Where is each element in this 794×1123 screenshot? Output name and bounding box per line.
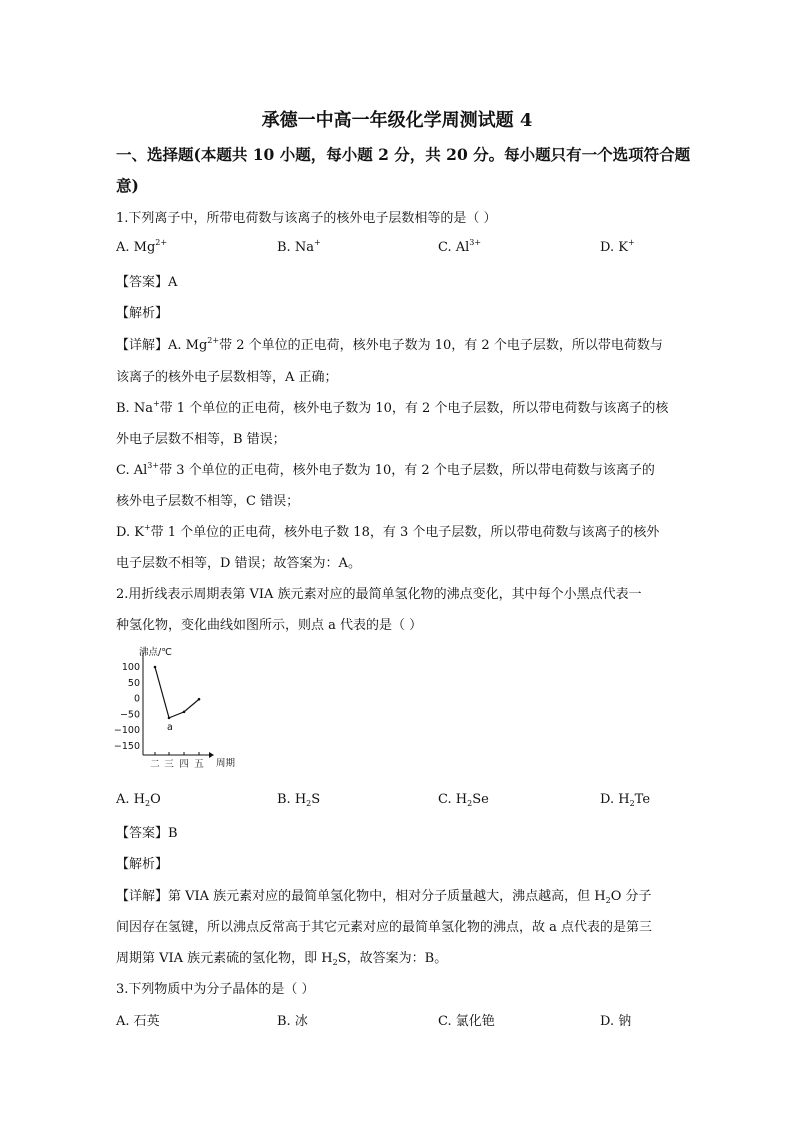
q2-detail-line: 【详解】第 VIA 族元素对应的最简单氢化物中，相对分子质量越大，沸点越高，但 $H_2O$ 分子: [116, 889, 652, 905]
y-tick-label: −50: [119, 709, 140, 721]
page-title: 承德一中高一年级化学周测试题 4: [261, 110, 533, 131]
q2-detail-line: 周期第 VIA 族元素硫的氢化物，即 $H_2S$，故答案为：B。: [116, 951, 448, 967]
q1-detail-line: B. Na+带 1 个单位的正电荷，核外电子数为 10，有 2 个电子层数，所以带电荷数与该离子的核: [116, 399, 669, 416]
q1-detail-line: 【详解】A. $Mg^{2+}$带 2 个单位的正电荷，核外电子数为 10，有 2 个电子层数，所以带电荷数与: [116, 336, 663, 353]
q2-option-d: D. $H_2Te$: [600, 792, 651, 808]
q1-option-d: D. K+: [600, 238, 635, 255]
boiling-point-chart: [112, 645, 244, 773]
data-point: [198, 698, 201, 701]
data-point: [183, 711, 186, 714]
q1-detail-line: 核外电子层数不相等，C 错误；: [116, 494, 300, 509]
q1-option-b: B. Na+: [277, 238, 321, 255]
q3-option-b: B. 冰: [277, 1014, 308, 1029]
q3-option-d: D. 钠: [600, 1014, 632, 1029]
q2-stem-cont: 种氢化物，变化曲线如图所示，则点 a 代表的是（ ）: [116, 618, 423, 633]
q3-option-c: C. 氯化铯: [438, 1014, 495, 1029]
section-heading: 一、选择题(本题共 10 小题，每小题 2 分，共 20 分。每小题只有一个选项符合题: [116, 145, 691, 164]
q2-option-b: B. $H_2S$: [277, 792, 321, 808]
q1-option-a: A. $Mg^{2+}$: [116, 238, 168, 255]
section-heading-cont: 意): [116, 176, 139, 195]
q1-detail-line: D. K+带 1 个单位的正电荷，核外电子数 18，有 3 个电子层数，所以带电荷数与该离子的核外: [116, 523, 660, 540]
x-axis-arrow: [209, 752, 214, 758]
x-tick-label: 五: [194, 759, 204, 770]
data-point: [154, 666, 157, 669]
q2-detail-line: 间因存在氢键，所以沸点反常高于其它元素对应的最简单氢化物的沸点，故 a 点代表的是第三: [116, 920, 653, 935]
chart-xlabel: 周期: [216, 758, 236, 769]
y-tick-label: 100: [121, 662, 140, 673]
y-tick-label: 50: [127, 677, 140, 689]
q1-option-c: C. $Al^{3+}$: [438, 238, 482, 255]
y-tick-label: 0: [133, 693, 140, 705]
q2-analysis-label: 【解析】: [116, 857, 169, 872]
x-tick-label: 三: [164, 759, 174, 770]
y-tick-label: −100: [113, 725, 140, 737]
point-a-label: a: [167, 721, 173, 733]
series-line: [155, 667, 199, 718]
x-tick-label: 二: [150, 759, 160, 770]
q2-option-a: A. $H_2O$: [116, 792, 161, 808]
data-point: [168, 717, 171, 720]
q2-stem: 2.用折线表示周期表第 VIA 族元素对应的最简单氢化物的沸点变化，其中每个小黑点代表一: [116, 587, 642, 602]
q1-detail-line: C. $Al^{3+}$带 3 个单位的正电荷，核外电子数为 10，有 2 个电子层数，所以带电荷数与该离子的: [116, 461, 655, 478]
chart-ylabel: 沸点/℃: [139, 647, 172, 658]
q1-detail-line: 该离子的核外电子层数相等，A 正确；: [116, 370, 338, 385]
q1-analysis-label: 【解析】: [116, 306, 169, 321]
q1-answer: 【答案】A: [116, 275, 178, 290]
q3-option-a: A. 石英: [116, 1014, 160, 1029]
q1-stem: 1.下列离子中，所带电荷数与该离子的核外电子层数相等的是（ ）: [116, 211, 497, 226]
q3-stem: 3.下列物质中为分子晶体的是（ ）: [116, 982, 315, 997]
q1-detail-line: 电子层数不相等，D 错误；故答案为：A。: [116, 556, 361, 571]
q2-option-c: C. $H_2Se$: [438, 792, 489, 808]
y-tick-label: −150: [113, 741, 140, 752]
q2-answer: 【答案】B: [116, 826, 178, 841]
x-tick-label: 四: [179, 759, 189, 770]
q1-detail-line: 外电子层数不相等，B 错误；: [116, 432, 286, 447]
